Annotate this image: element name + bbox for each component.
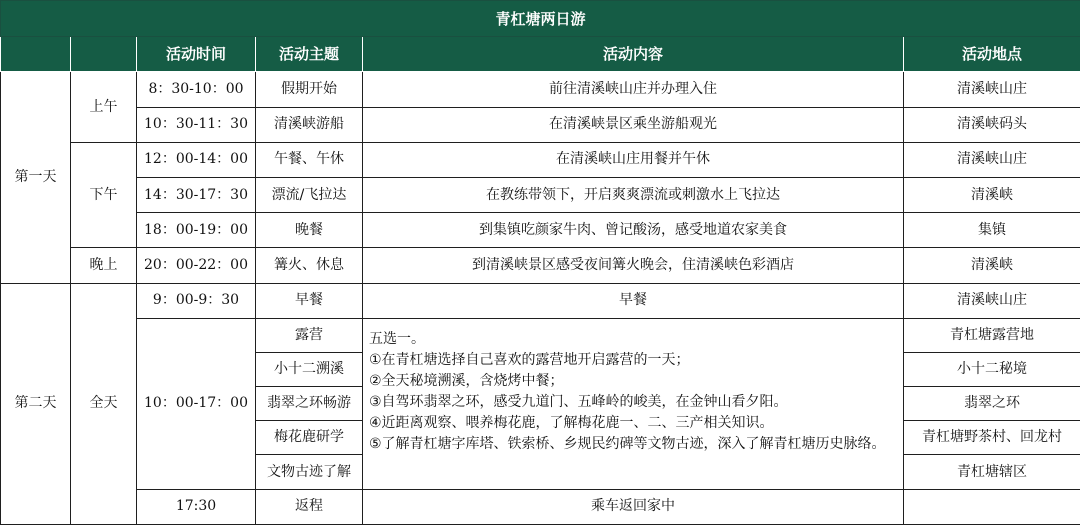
row-content: 在清溪峡山庄用餐并午休: [363, 142, 904, 177]
header-content: 活动内容: [363, 37, 904, 72]
table-row: [1, 213, 1080, 248]
row-theme: 晚餐: [256, 213, 363, 248]
row-place: 清溪峡码头: [904, 107, 1080, 142]
row-time: 18：00-19：00: [137, 213, 256, 248]
row-place: [904, 489, 1080, 524]
row-place: 小十二秘境: [904, 352, 1080, 386]
options-line: ⑤了解青杠塘字库塔、铁索桥、乡规民约碑等文物古迹，深入了解青杠塘历史脉络。: [369, 435, 886, 452]
row-theme: 小十二溯溪: [256, 352, 363, 386]
options-line: ④近距离观察、喂养梅花鹿，了解梅花鹿一、二、三产相关知识。: [369, 414, 774, 431]
day1-morning-label: 上午: [71, 72, 137, 142]
row-time: 17:30: [137, 489, 256, 524]
row-theme: 早餐: [256, 283, 363, 318]
table-row: [1, 142, 1080, 177]
title-row: [1, 1, 1080, 37]
table-row: [1, 248, 1080, 283]
row-place: 清溪峡山庄: [904, 72, 1080, 107]
options-line: ③自驾环翡翠之环，感受九道门、五峰岭的峻美，在金钟山看夕阳。: [369, 393, 788, 410]
day2-label: 第二天: [1, 283, 71, 524]
table-row: [1, 107, 1080, 142]
row-theme: 文物古迹了解: [256, 455, 363, 489]
row-content: 在清溪峡景区乘坐游船观光: [363, 107, 904, 142]
row-place: 清溪峡: [904, 248, 1080, 283]
row-place: 集镇: [904, 213, 1080, 248]
options-line: ①在青杠塘选择自己喜欢的露营地开启露营的一天；: [369, 351, 690, 368]
row-time: 14：30-17：30: [137, 177, 256, 212]
row-place: 清溪峡山庄: [904, 142, 1080, 177]
table-row: [1, 489, 1080, 524]
day1-evening-label: 晚上: [71, 248, 137, 283]
header-theme: 活动主题: [256, 37, 363, 72]
row-time: 12：00-14：00: [137, 142, 256, 177]
row-theme: 露营: [256, 318, 363, 352]
row-place: 青杠塘野茶村、回龙村: [904, 421, 1080, 455]
table-row: [1, 177, 1080, 212]
options-content: [363, 318, 904, 489]
header-day: [1, 37, 71, 72]
row-place: 翡翠之环: [904, 387, 1080, 421]
row-time: 8：30-10：00: [137, 72, 256, 107]
table-row: [1, 283, 1080, 318]
day2-period-label: 全天: [71, 283, 137, 524]
row-time: 9：00-9：30: [137, 283, 256, 318]
row-time: 20：00-22：00: [137, 248, 256, 283]
row-theme: 翡翠之环畅游: [256, 387, 363, 421]
row-place: 青杠塘露营地: [904, 318, 1080, 352]
header-row: [1, 37, 1080, 72]
row-content: 前往清溪峡山庄并办理入住: [363, 72, 904, 107]
row-theme: 假期开始: [256, 72, 363, 107]
table-row: [1, 72, 1080, 107]
row-content: 在教练带领下，开启爽爽漂流或刺激水上飞拉达: [363, 177, 904, 212]
table-row: [1, 318, 1080, 352]
header-place: 活动地点: [904, 37, 1080, 72]
row-theme: 篝火、休息: [256, 248, 363, 283]
row-time: 10：00-17：00: [137, 318, 256, 489]
row-content: 乘车返回家中: [363, 489, 904, 524]
row-place: 青杠塘辖区: [904, 455, 1080, 489]
options-line: 五选一。: [369, 330, 425, 347]
row-theme: 返程: [256, 489, 363, 524]
row-time: 10：30-11：30: [137, 107, 256, 142]
row-theme: 午餐、午休: [256, 142, 363, 177]
row-content: 到清溪峡景区感受夜间篝火晚会，住清溪峡色彩酒店: [363, 248, 904, 283]
options-line: ②全天秘境溯溪，含烧烤中餐；: [369, 372, 564, 389]
header-time: 活动时间: [137, 37, 256, 72]
day1-afternoon-label: 下午: [71, 142, 137, 248]
row-content: 早餐: [363, 283, 904, 318]
row-place: 清溪峡: [904, 177, 1080, 212]
row-place: 清溪峡山庄: [904, 283, 1080, 318]
header-period: [71, 37, 137, 72]
row-theme: 漂流/飞拉达: [256, 177, 363, 212]
row-theme: 清溪峡游船: [256, 107, 363, 142]
day1-label: 第一天: [1, 72, 71, 283]
row-content: 到集镇吃颜家牛肉、曾记酸汤，感受地道农家美食: [363, 213, 904, 248]
row-theme: 梅花鹿研学: [256, 421, 363, 455]
table-title: 青杠塘两日游: [1, 1, 1080, 37]
